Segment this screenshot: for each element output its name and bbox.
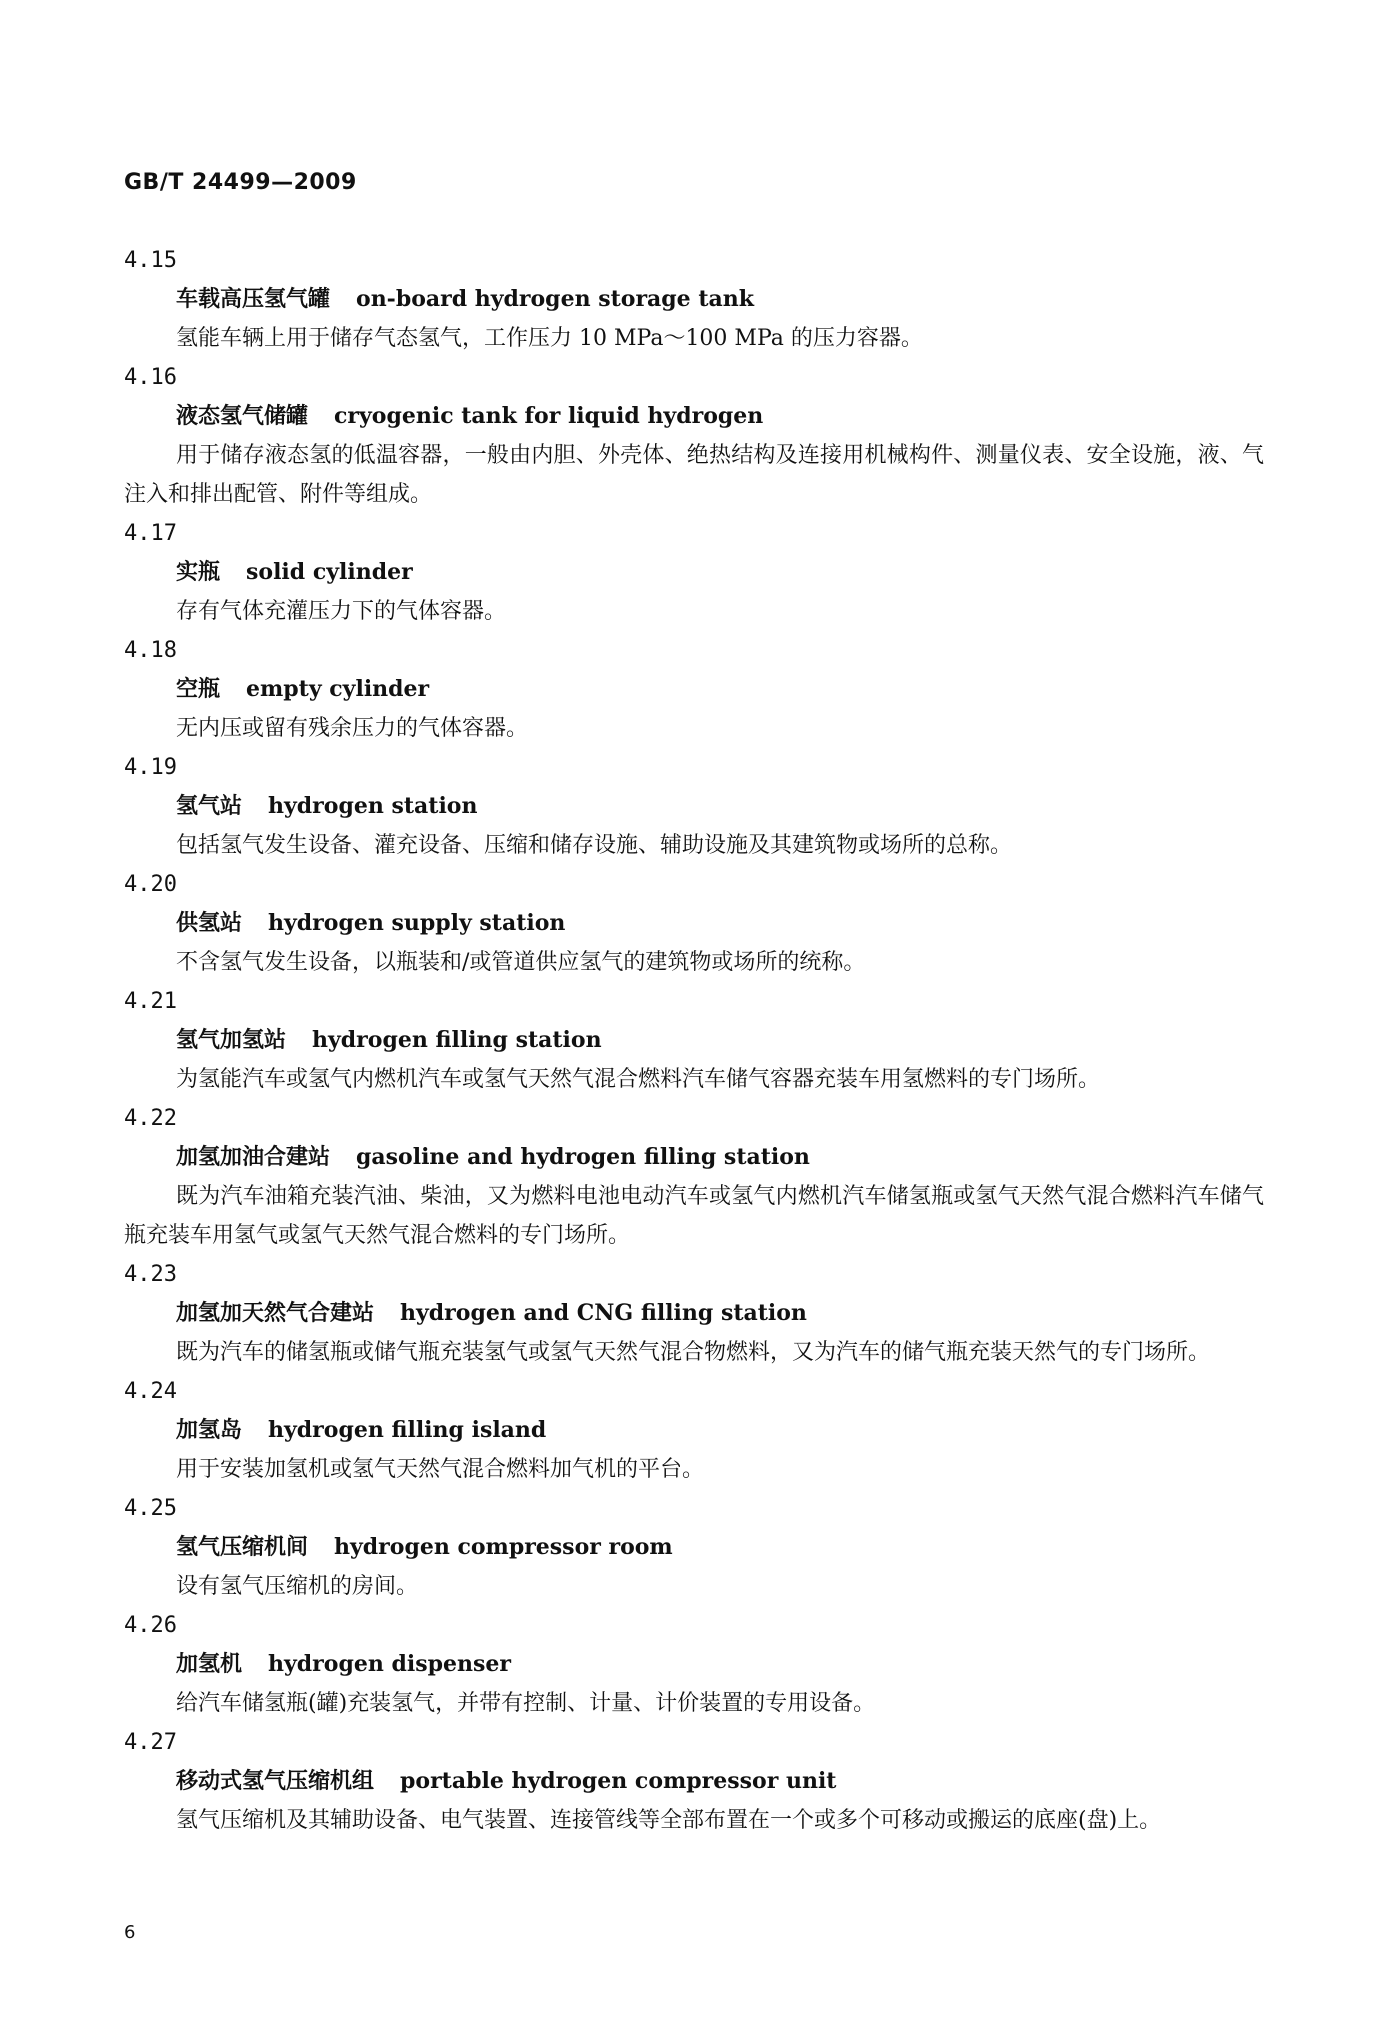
term-definition: 用于安装加氢机或氢气天然气混合燃料加气机的平台。 bbox=[176, 1457, 705, 1482]
term-en: hydrogen filling island bbox=[268, 1417, 547, 1443]
term-heading bbox=[124, 1294, 1264, 1333]
clause-number: 4.20 bbox=[124, 872, 177, 897]
term-zh: 氢气加氢站 bbox=[176, 1027, 287, 1053]
term-en: solid cylinder bbox=[246, 559, 413, 585]
term-entry bbox=[124, 865, 1264, 982]
term-entry bbox=[124, 1372, 1264, 1489]
term-heading bbox=[124, 280, 1264, 319]
term-definition: 包括氢气发生设备、灌充设备、压缩和储存设施、辅助设施及其建筑物或场所的总称。 bbox=[176, 833, 1013, 858]
term-zh: 加氢加天然气合建站 bbox=[176, 1300, 375, 1326]
term-en: hydrogen compressor room bbox=[334, 1534, 673, 1560]
term-zh: 实瓶 bbox=[176, 559, 221, 585]
term-definition: 不含氢气发生设备，以瓶装和/或管道供应氢气的建筑物或场所的统称。 bbox=[176, 950, 866, 975]
term-zh: 氢气站 bbox=[176, 793, 243, 819]
term-en: on-board hydrogen storage tank bbox=[356, 286, 754, 312]
term-zh: 加氢岛 bbox=[176, 1417, 243, 1443]
term-en: portable hydrogen compressor unit bbox=[400, 1768, 837, 1794]
term-heading bbox=[124, 1645, 1264, 1684]
term-definition: 用于储存液态氢的低温容器，一般由内胆、外壳体、绝热结构及连接用机械构件、测量仪表、安全设施，液、气注入和排出配管、附件等组成。 bbox=[124, 443, 1264, 507]
term-en: hydrogen supply station bbox=[268, 910, 566, 936]
term-en: hydrogen dispenser bbox=[268, 1651, 511, 1677]
term-heading bbox=[124, 553, 1264, 592]
term-entry bbox=[124, 631, 1264, 748]
clause-number: 4.26 bbox=[124, 1613, 177, 1638]
term-zh: 车载高压氢气罐 bbox=[176, 286, 331, 312]
term-entry bbox=[124, 748, 1264, 865]
term-entry bbox=[124, 1255, 1264, 1372]
term-heading bbox=[124, 904, 1264, 943]
term-entry bbox=[124, 1606, 1264, 1723]
term-heading bbox=[124, 1528, 1264, 1567]
term-en: hydrogen and CNG filling station bbox=[400, 1300, 807, 1326]
term-zh: 空瓶 bbox=[176, 676, 221, 702]
term-en: gasoline and hydrogen filling station bbox=[356, 1144, 810, 1170]
clause-number: 4.18 bbox=[124, 638, 177, 663]
term-zh: 氢气压缩机间 bbox=[176, 1534, 309, 1560]
term-heading bbox=[124, 1138, 1264, 1177]
term-definition: 氢气压缩机及其辅助设备、电气装置、连接管线等全部布置在一个或多个可移动或搬运的底座(盘)上。 bbox=[176, 1808, 1162, 1833]
clause-number: 4.19 bbox=[124, 755, 177, 780]
term-definition: 无内压或留有残余压力的气体容器。 bbox=[176, 716, 529, 741]
term-zh: 加氢机 bbox=[176, 1651, 243, 1677]
term-definition: 给汽车储氢瓶(罐)充装氢气，并带有控制、计量、计价装置的专用设备。 bbox=[176, 1691, 876, 1716]
term-zh: 加氢加油合建站 bbox=[176, 1144, 331, 1170]
term-entry bbox=[124, 1723, 1264, 1840]
term-definition: 既为汽车油箱充装汽油、柴油，又为燃料电池电动汽车或氢气内燃机汽车储氢瓶或氢气天然气混合燃料汽车储气瓶充装车用氢气或氢气天然气混合燃料的专门场所。 bbox=[124, 1184, 1264, 1248]
term-definition: 设有氢气压缩机的房间。 bbox=[176, 1574, 419, 1599]
term-entry bbox=[124, 241, 1264, 358]
term-zh: 供氢站 bbox=[176, 910, 243, 936]
clause-number: 4.23 bbox=[124, 1262, 177, 1287]
term-heading bbox=[124, 1411, 1264, 1450]
clause-number: 4.24 bbox=[124, 1379, 177, 1404]
term-heading bbox=[124, 397, 1264, 436]
term-heading bbox=[124, 670, 1264, 709]
term-definition: 氢能车辆上用于储存气态氢气，工作压力 10 MPa～100 MPa 的压力容器。 bbox=[176, 326, 923, 351]
clause-number: 4.22 bbox=[124, 1106, 177, 1131]
page-number: 6 bbox=[124, 1922, 136, 1943]
term-entry bbox=[124, 982, 1264, 1099]
term-entry bbox=[124, 358, 1264, 514]
clause-number: 4.15 bbox=[124, 248, 177, 273]
clause-number: 4.25 bbox=[124, 1496, 177, 1521]
term-zh: 液态氢气储罐 bbox=[176, 403, 309, 429]
term-definition: 为氢能汽车或氢气内燃机汽车或氢气天然气混合燃料汽车储气容器充装车用氢燃料的专门场所。 bbox=[176, 1067, 1101, 1092]
term-entry bbox=[124, 1489, 1264, 1606]
term-entry bbox=[124, 514, 1264, 631]
term-en: cryogenic tank for liquid hydrogen bbox=[334, 403, 764, 429]
clause-number: 4.17 bbox=[124, 521, 177, 546]
term-entries bbox=[124, 241, 1264, 1840]
term-entry bbox=[124, 1099, 1264, 1255]
term-zh: 移动式氢气压缩机组 bbox=[176, 1768, 375, 1794]
term-heading bbox=[124, 1762, 1264, 1801]
clause-number: 4.27 bbox=[124, 1730, 177, 1755]
term-en: hydrogen filling station bbox=[312, 1027, 602, 1053]
standard-code: GB/T 24499—2009 bbox=[124, 170, 357, 195]
clause-number: 4.16 bbox=[124, 365, 177, 390]
term-en: hydrogen station bbox=[268, 793, 478, 819]
clause-number: 4.21 bbox=[124, 989, 177, 1014]
term-heading bbox=[124, 1021, 1264, 1060]
term-definition: 存有气体充灌压力下的气体容器。 bbox=[176, 599, 507, 624]
term-en: empty cylinder bbox=[246, 676, 430, 702]
term-definition: 既为汽车的储氢瓶或储气瓶充装氢气或氢气天然气混合物燃料，又为汽车的储气瓶充装天然气的专门场所。 bbox=[176, 1340, 1211, 1365]
term-heading bbox=[124, 787, 1264, 826]
